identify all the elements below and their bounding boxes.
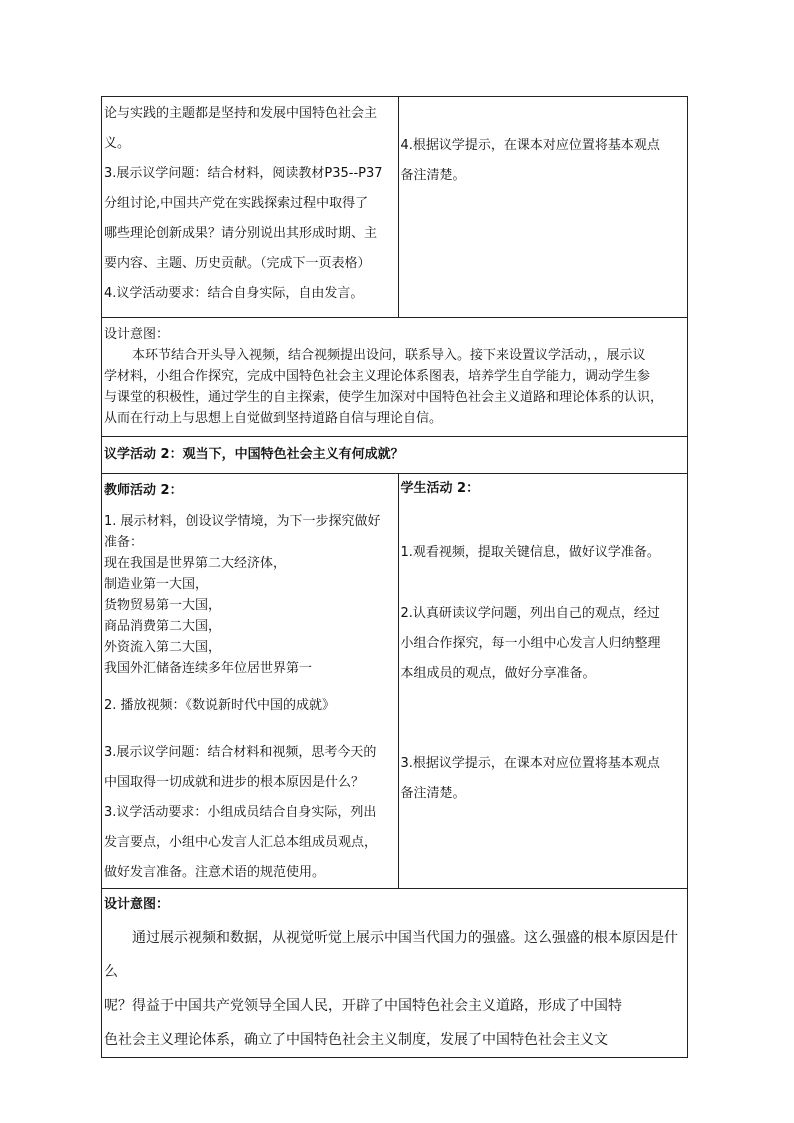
design-intent-1-cell xyxy=(102,318,688,437)
text-line: 色社会主义理论体系，确立了中国特色社会主义制度，发展了中国特色社会主义文 xyxy=(104,1032,608,1048)
text-line: 中国取得一切成就和进步的根本原因是什么？ xyxy=(104,775,365,790)
fact-line: 制造业第一大国， xyxy=(104,577,209,592)
fact-line: 货物贸易第一大国， xyxy=(104,598,222,613)
design-intent-label: 设计意图： xyxy=(104,897,170,912)
text-line: 哪些理论创新成果？请分别说出其形成时期、主 xyxy=(104,226,378,241)
teacher-activity-1-cell xyxy=(102,97,399,318)
text-line: 呢？得益于中国共产党领导全国人民，开辟了中国特色社会主义道路，形成了中国特 xyxy=(104,998,622,1014)
video-line: 2. 播放视频：《数说新时代中国的成就》 xyxy=(104,698,336,713)
text-line: 备注清楚。 xyxy=(400,168,466,183)
fact-line: 现在我国是世界第二大经济体， xyxy=(104,556,287,571)
fact-line: 商品消费第二大国， xyxy=(104,619,222,634)
text-line: 从而在行动上与思想上自觉做到坚持道路自信与理论自信。 xyxy=(104,411,443,426)
text-line: 做好发言准备。注意术语的规范使用。 xyxy=(104,865,326,880)
fact-line: 我国外汇储备连续多年位居世界第一 xyxy=(104,661,313,676)
text-line: 论与实践的主题都是坚持和发展中国特色社会主 xyxy=(104,106,378,121)
text-line: 小组合作探究，每一小组中心发言人归纳整理 xyxy=(400,636,661,651)
text-line: 与课堂的积极性，通过学生的自主探索，使学生加深对中国特色社会主义道路和理论体系的认识， xyxy=(104,390,664,405)
student-activity-2-cell xyxy=(398,474,688,889)
text-line: 通过展示视频和数据，从视觉听觉上展示中国当代国力的强盛。这么强盛的根本原因是什么 xyxy=(104,930,678,980)
text-line: 义。 xyxy=(104,136,131,151)
lesson-plan-table xyxy=(101,96,688,1058)
text-line: 3.根据议学提示，在课本对应位置将基本观点 xyxy=(400,756,660,771)
text-line: 备注清楚。 xyxy=(400,786,466,801)
text-line: 4.根据议学提示，在课本对应位置将基本观点 xyxy=(400,138,660,153)
text-line: 3.议学活动要求：小组成员结合自身实际，列出 xyxy=(104,805,377,820)
design-intent-2-cell xyxy=(102,889,688,1058)
activity-2-title: 议学活动 2：观当下，中国特色社会主义有何成就？ xyxy=(102,437,688,474)
activity-1-continuation-row xyxy=(102,97,688,318)
text-line: 4.议学活动要求：结合自身实际，自由发言。 xyxy=(104,286,364,301)
design-intent-1-row xyxy=(102,318,688,437)
text-line: 3.展示议学问题：结合材料，阅读教材P35--P37 xyxy=(104,166,383,181)
text-line: 2.认真研读议学问题，列出自己的观点，经过 xyxy=(400,606,660,621)
student-activity-label: 学生活动 2： xyxy=(400,481,480,496)
student-activity-1-cell xyxy=(398,97,688,318)
text-line: 本组成员的观点，做好分享准备。 xyxy=(400,666,596,681)
text-line: 3.展示议学问题：结合材料和视频，思考今天的 xyxy=(104,745,377,760)
teacher-activity-label: 教师活动 2： xyxy=(104,483,183,498)
text-line: 学材料，小组合作探究，完成中国特色社会主义理论体系图表，培养学生自学能力，调动学生参 xyxy=(104,369,651,384)
text-line: 分组讨论,中国共产党在实践探索过程中取得了 xyxy=(104,196,369,211)
text-line: 1. 展示材料，创设议学情境，为下一步探究做好 xyxy=(104,514,381,529)
design-intent-label: 设计意图： xyxy=(104,327,170,342)
design-intent-2-row xyxy=(102,889,688,1058)
text-line: 发言要点，小组中心发言人汇总本组成员观点， xyxy=(104,835,378,850)
teacher-activity-2-cell xyxy=(102,474,399,889)
activity-2-title-row xyxy=(102,437,688,474)
text-line: 1.观看视频，提取关键信息，做好议学准备。 xyxy=(400,545,660,560)
text-line: 本环节结合开头导入视频，结合视频提出设问，联系导入。接下来设置议学活动，，展示议 xyxy=(132,348,646,363)
fact-line: 外资流入第二大国， xyxy=(104,640,222,655)
text-line: 准备： xyxy=(104,535,144,550)
activity-2-content-row xyxy=(102,474,688,889)
text-line: 要内容、主题、历史贡献。（完成下一页表格） xyxy=(104,256,371,271)
